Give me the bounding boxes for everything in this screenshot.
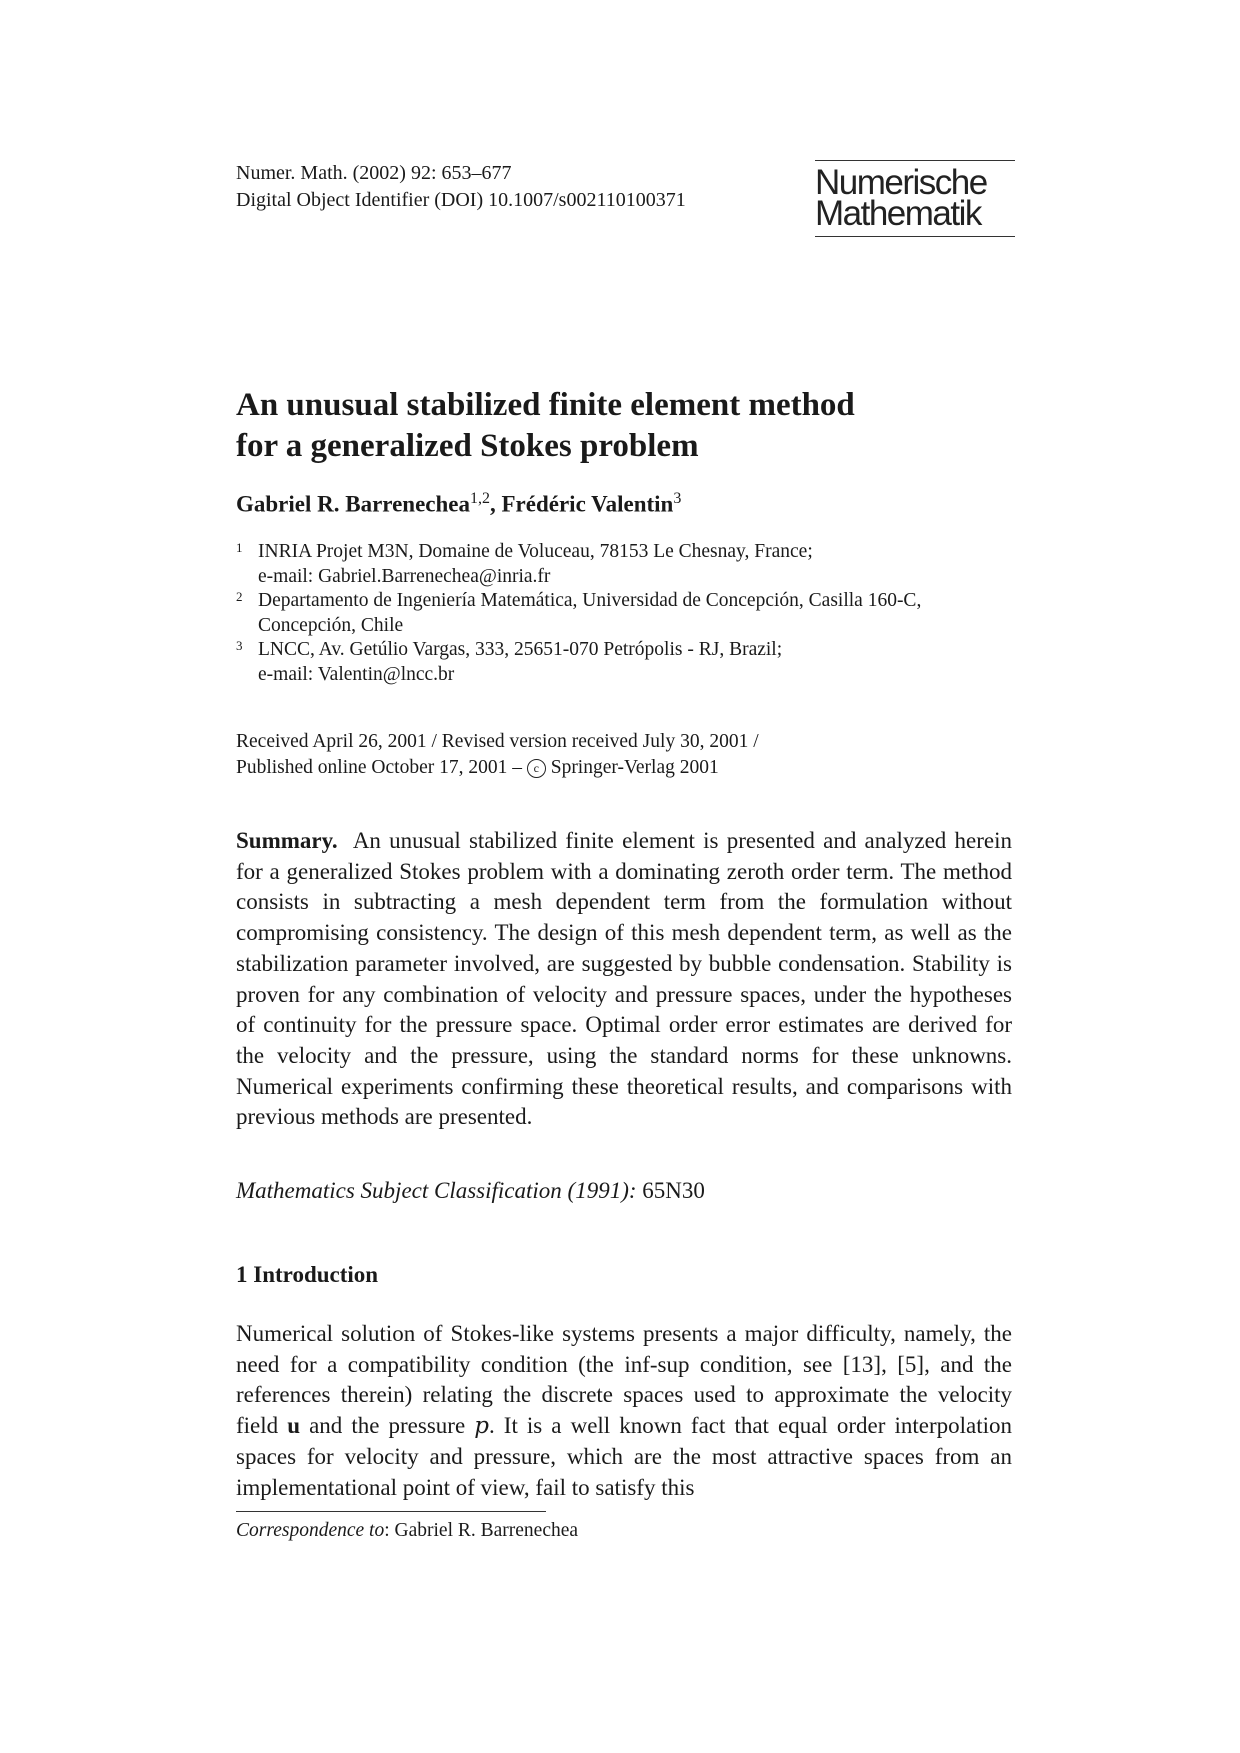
footnote [236, 1520, 578, 1542]
math-var-p: p [474, 1413, 489, 1440]
published-date: Published online October 17, 2001 – [236, 757, 527, 778]
affiliation-email[interactable]: e-mail: Valentin@lncc.br [258, 663, 455, 685]
affiliation-number: 3 [236, 638, 243, 653]
logo-rule-bottom [815, 236, 1015, 237]
copyright-icon: c [527, 759, 546, 778]
introduction-paragraph [236, 1319, 1012, 1503]
msc-label: Mathematics Subject Classification (1991): [236, 1178, 637, 1203]
affiliation-item [236, 638, 1016, 687]
math-var-u: u [287, 1413, 301, 1439]
author-list [236, 490, 681, 518]
published-line [236, 755, 759, 781]
citation: Numer. Math. (2002) 92: 653–677 [236, 162, 512, 184]
journal-name-line1: Numerische [815, 163, 987, 202]
affiliation-address-cont: Concepción, Chile [258, 614, 404, 636]
author-name: Frédéric Valentin [501, 491, 674, 517]
msc-code: 65N30 [642, 1178, 705, 1203]
affiliation-marker: 1,2 [470, 490, 490, 507]
doi[interactable]: Digital Object Identifier (DOI) 10.1007/s002110100371 [236, 189, 686, 211]
affiliation-number: 1 [236, 540, 243, 555]
footnote-rule [236, 1511, 546, 1512]
abstract [236, 826, 1012, 1133]
paper-title [236, 385, 855, 467]
affiliation-number: 2 [236, 589, 243, 604]
affiliation-email[interactable]: e-mail: Gabriel.Barrenechea@inria.fr [258, 565, 551, 587]
journal-name [815, 161, 1015, 236]
affiliation-address: INRIA Projet M3N, Domaine de Voluceau, 78153 Le Chesnay, France; [258, 541, 813, 562]
footnote-text: : Gabriel R. Barrenechea [384, 1520, 579, 1541]
intro-text: Numerical solution of Stokes-like systems presents a major difficulty, namely, the need for a compatibility condition (the inf-sup condition, see [13], [5], and the references therein) relating the discrete spaces used to approximate the velocity field [236, 1321, 1012, 1439]
affiliation-marker: 3 [673, 490, 682, 507]
affiliation-item [236, 540, 1016, 589]
footnote-label: Correspondence to [236, 1520, 385, 1541]
subject-classification [236, 1178, 705, 1204]
running-header [236, 160, 686, 214]
abstract-text: An unusual stabilized finite element is presented and analyzed herein for a generalized Stokes problem with a dominating zeroth order term. The method consists in subtracting a mesh dependent term from the formulation without compromising consistency. The design of this mesh dependent term, as well as the stabilization parameter involved, are suggested by bubble condensation. Stability is proven for any combination of velocity and pressure spaces, under the hypotheses of continuity for the pressure space. Optimal order error estimates are derived for the velocity and the pressure, using the standard norms for these unknowns. Numerical experiments confirming these theoretical results, and comparisons with previous methods are presented. [236, 828, 1012, 1130]
affiliation-item [236, 589, 1016, 638]
affiliations [236, 540, 1016, 687]
intro-text: . It is a well known fact that equal order interpolation spaces for velocity and pressure, which are the most attractive spaces from an implementational point of view, fail to satisfy this [236, 1413, 1012, 1500]
section-heading: 1 Introduction [236, 1262, 379, 1287]
author-name: Gabriel R. Barrenechea [236, 491, 470, 517]
journal-name-line2: Mathematik [815, 194, 981, 233]
publication-history [236, 729, 759, 781]
author-separator: , [490, 491, 502, 517]
publisher: Springer-Verlag 2001 [545, 757, 719, 778]
received-line: Received April 26, 2001 / Revised version received July 30, 2001 / [236, 731, 759, 752]
affiliation-address: LNCC, Av. Getúlio Vargas, 333, 25651-070 Petrópolis - RJ, Brazil; [258, 639, 783, 660]
journal-logo [815, 160, 1015, 237]
intro-text: and the pressure [300, 1413, 475, 1439]
abstract-label: Summary. [236, 828, 338, 853]
title-line2: for a generalized Stokes problem [236, 428, 699, 464]
affiliation-address: Departamento de Ingeniería Matemática, Universidad de Concepción, Casilla 160-C, [258, 590, 922, 611]
title-line1: An unusual stabilized finite element method [236, 387, 855, 423]
